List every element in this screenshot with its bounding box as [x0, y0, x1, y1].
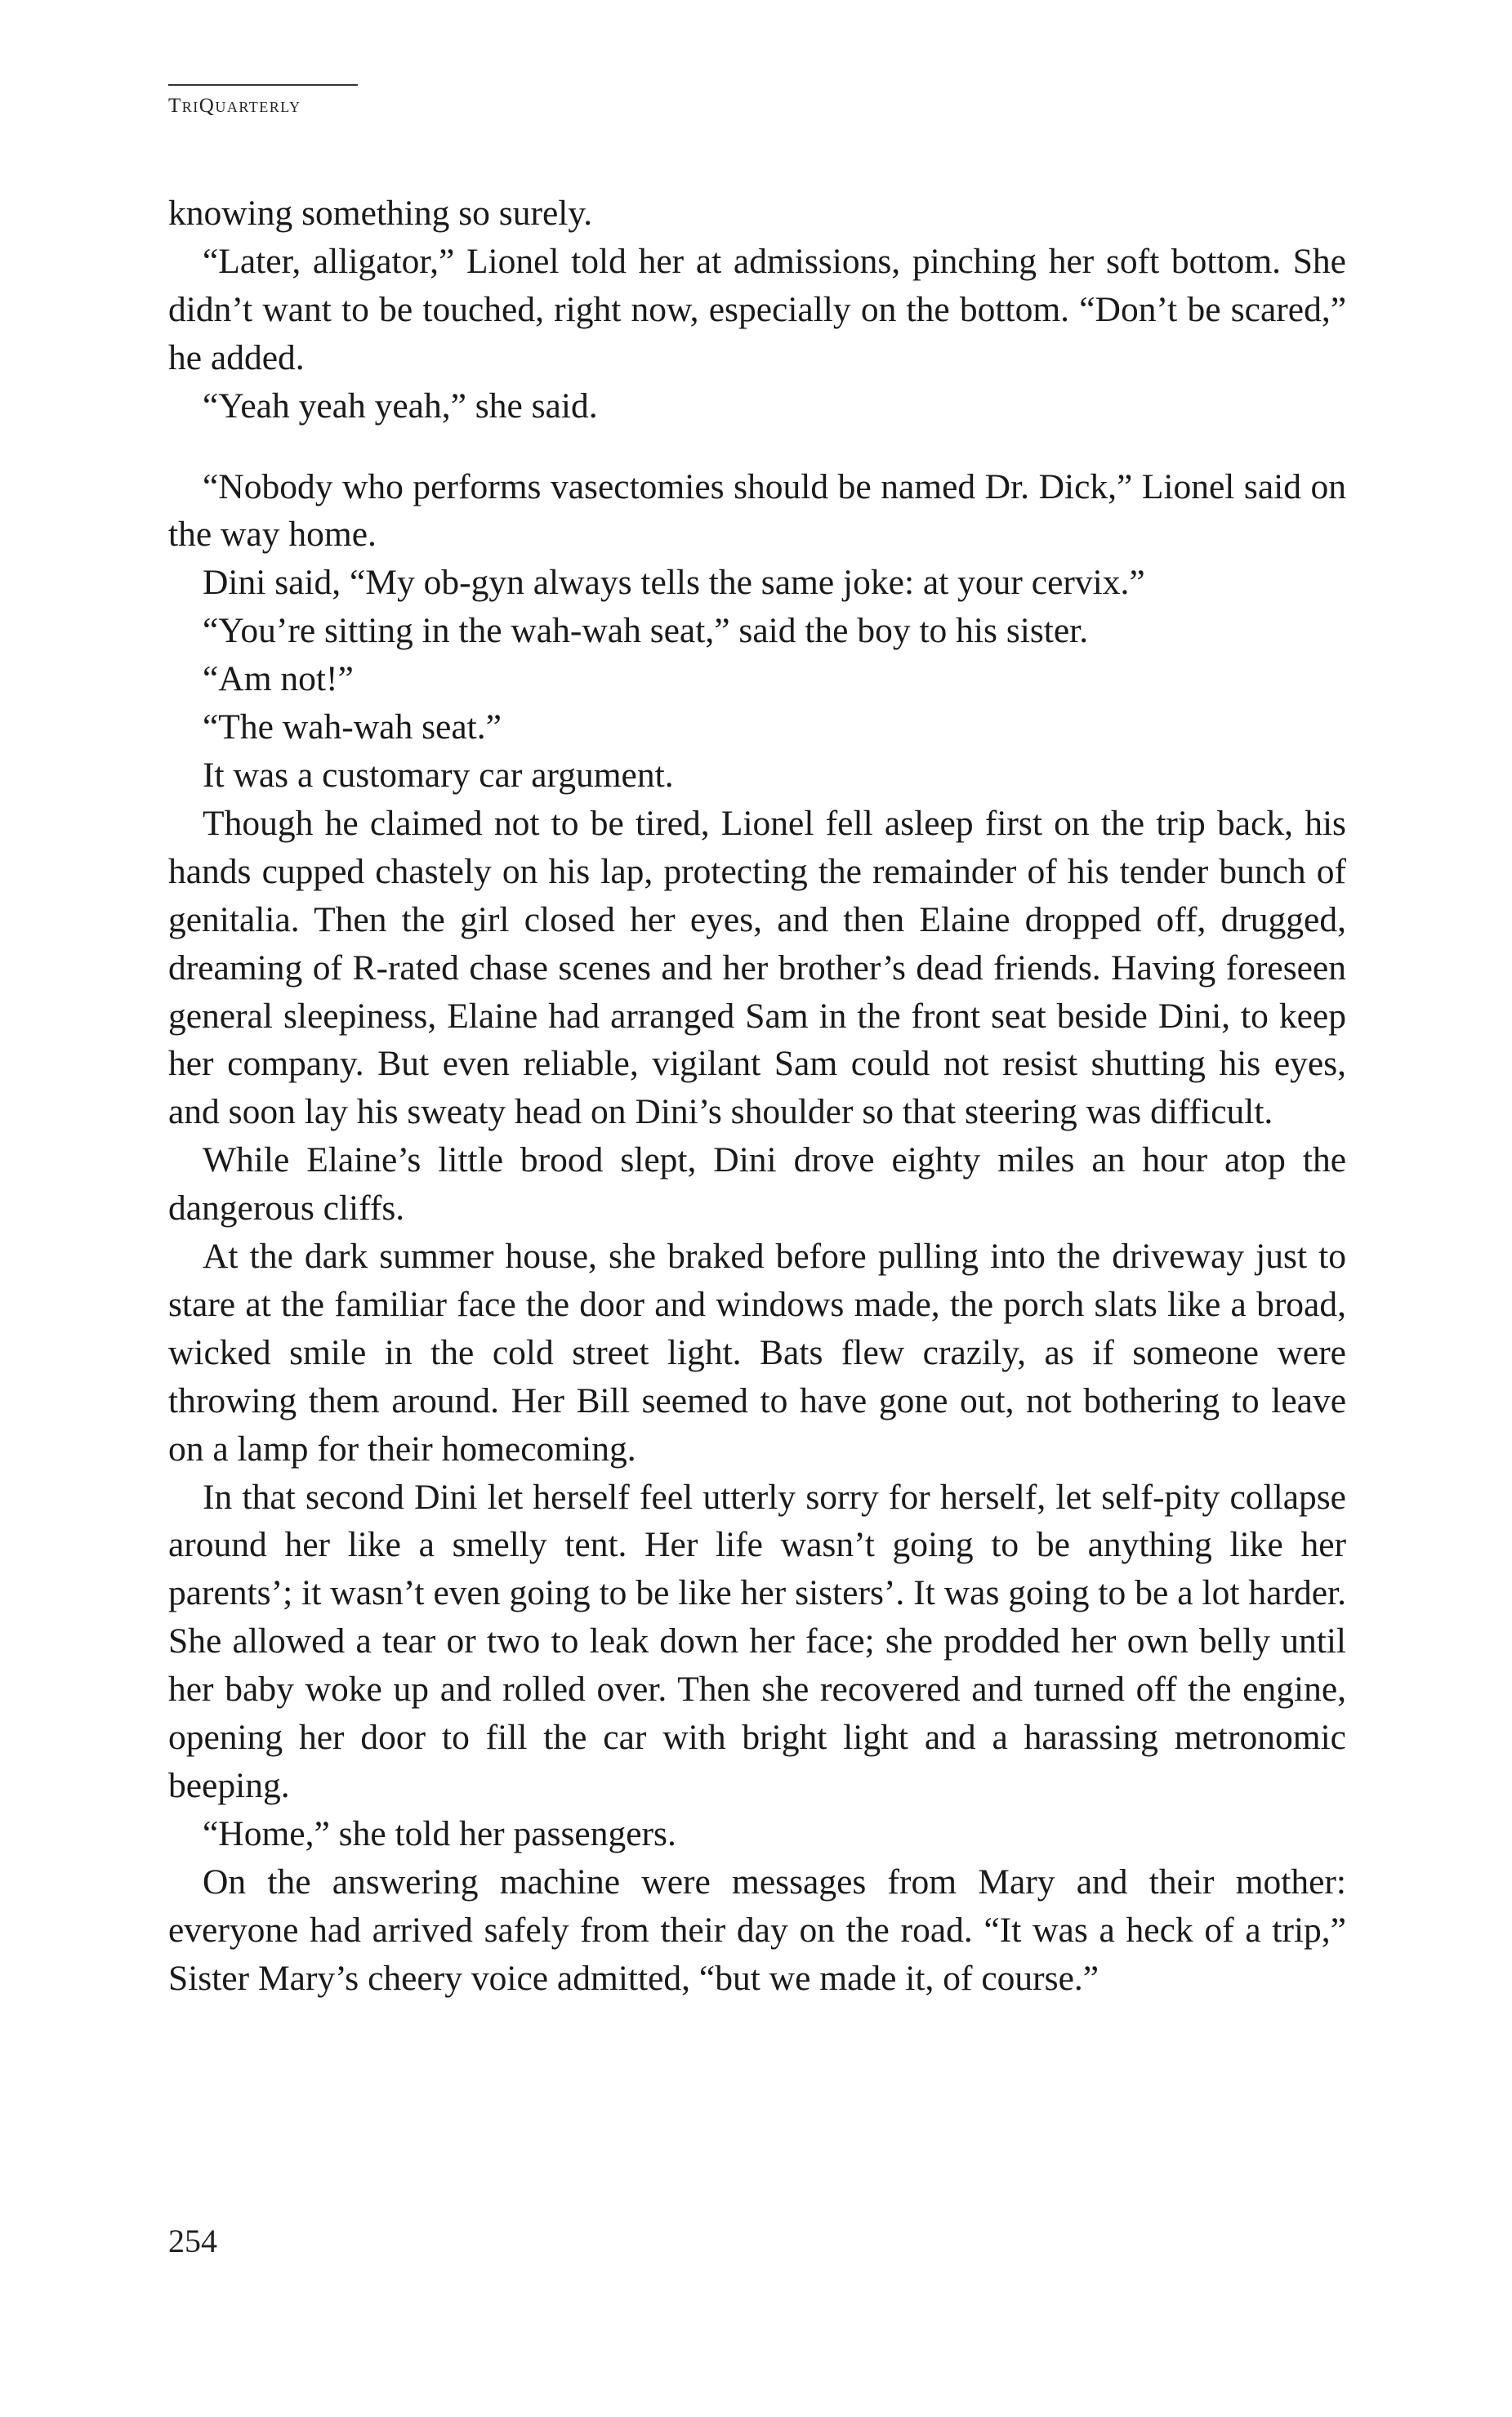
header-rule: [168, 84, 358, 86]
paragraph: Dini said, “My ob-gyn always tells the same joke: at your cervix.”: [203, 563, 1145, 603]
paragraph: “Nobody who performs vasectomies should be named Dr. Dick,” Lionel said on the way home.: [168, 466, 1346, 555]
paragraph: “Yeah yeah yeah,” she said.: [203, 386, 598, 426]
paragraph: “Later, alligator,” Lionel told her at admissions, pinching her soft bottom. She didn’t want to be touched, right now, especially on the bottom. “Don’t be scared,” he added.: [168, 241, 1346, 377]
page-number: 254: [168, 2223, 217, 2259]
paragraph: While Elaine’s little brood slept, Dini drove eighty miles an hour atop the dangerous cliffs.: [168, 1140, 1346, 1229]
running-head: TriQuarterly: [168, 95, 301, 117]
paragraph: “The wah-wah seat.”: [203, 707, 502, 747]
paragraph: Though he claimed not to be tired, Lionel fell asleep first on the trip back, his hands cupped chastely on his lap, protecting the remainder of his tender bunch of genitalia. Then the girl closed her eyes, and then Elaine dropped off, drugged, dreaming of R-rated chase scenes and her brother’s dead friends. Having foreseen general sleepiness, Elaine had arranged Sam in the front seat beside Dini, to keep her company. But even reliable, vigilant Sam could not resist shutting his eyes, and soon lay his sweaty head on Dini’s shoulder so that steering was difficult.: [168, 803, 1346, 1132]
body-text: [168, 190, 1346, 2003]
paragraph: In that second Dini let herself feel utterly sorry for herself, let self-pity collapse around her like a smelly tent. Her life wasn’t going to be anything like her parents’; it wasn’t even going to be like her sisters’. It was going to be a lot harder. She allowed a tear or two to leak down her face; she prodded her own belly until her baby woke up and rolled over. Then she recovered and turned off the engine, opening her door to fill the car with bright light and a harassing metronomic beeping.: [168, 1477, 1346, 1805]
paragraph: “Home,” she told her passengers.: [203, 1813, 676, 1853]
paragraph: On the answering machine were messages from Mary and their mother: everyone had arrived safely from their day on the road. “It was a heck of a trip,” Sister Mary’s cheery voice admitted, “but we made it, of course.”: [168, 1862, 1346, 1998]
paragraph: It was a customary car argument.: [203, 755, 674, 795]
paragraph: “Am not!”: [203, 659, 354, 699]
paragraph: At the dark summer house, she braked before pulling into the driveway just to stare at the familiar face the door and windows made, the porch slats like a broad, wicked smile in the cold street light. Bats flew crazily, as if someone were throwing them around. Her Bill seemed to have gone out, not bothering to leave on a lamp for their homecoming.: [168, 1237, 1346, 1469]
paragraph: knowing something so surely.: [168, 194, 593, 233]
paragraph: “You’re sitting in the wah-wah seat,” said the boy to his sister.: [203, 611, 1089, 651]
